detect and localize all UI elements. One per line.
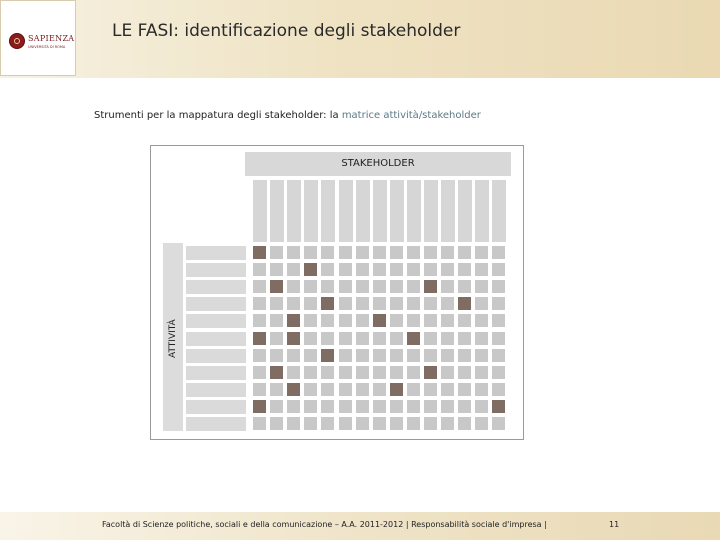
matrix-cell [492, 246, 505, 259]
matrix-cell [321, 314, 334, 327]
logo-subtext: UNIVERSITÀ DI ROMA [28, 45, 66, 49]
matrix-cell [356, 366, 369, 379]
subtitle [94, 110, 481, 121]
matrix-cell [390, 246, 403, 259]
matrix-cell [475, 280, 488, 293]
matrix-cell [441, 280, 454, 293]
matrix-cell [321, 332, 334, 345]
matrix-cell-filled [373, 314, 386, 327]
matrix-cell [390, 332, 403, 345]
seal-icon [9, 33, 25, 49]
matrix-cell [475, 263, 488, 276]
matrix-cell [441, 332, 454, 345]
activity-row [186, 400, 246, 414]
matrix-cell [373, 349, 386, 362]
matrix-cell [492, 349, 505, 362]
matrix-cell [407, 349, 420, 362]
matrix-cell [253, 349, 266, 362]
activity-row [186, 246, 246, 260]
matrix-cell [458, 383, 471, 396]
matrix-cell-filled [253, 400, 266, 413]
matrix-cell [356, 297, 369, 310]
matrix-cell [407, 280, 420, 293]
matrix-cell [475, 383, 488, 396]
matrix-cell [475, 366, 488, 379]
matrix-cell [407, 246, 420, 259]
matrix-cell [339, 417, 352, 430]
matrix-cell [373, 263, 386, 276]
matrix-cell [390, 366, 403, 379]
logo-wordmark: SAPIENZA [28, 34, 75, 43]
matrix-cell-filled [424, 366, 437, 379]
stakeholder-column [373, 180, 387, 242]
matrix-cell [339, 383, 352, 396]
matrix-cell [304, 383, 317, 396]
activity-row [186, 417, 246, 431]
stakeholder-column [390, 180, 404, 242]
matrix-cell [287, 246, 300, 259]
matrix-cell [475, 349, 488, 362]
matrix-cell [373, 332, 386, 345]
matrix-cell [475, 400, 488, 413]
matrix-cell [458, 366, 471, 379]
matrix-cell [270, 417, 283, 430]
activity-header-label: ATTIVITÀ [168, 319, 178, 358]
matrix-cell [253, 263, 266, 276]
matrix-cell [441, 297, 454, 310]
matrix-cell [441, 383, 454, 396]
matrix-cell [475, 417, 488, 430]
matrix-cell [287, 349, 300, 362]
stakeholder-column [424, 180, 438, 242]
matrix-cell [304, 366, 317, 379]
activity-row [186, 297, 246, 311]
matrix-cell [390, 280, 403, 293]
stakeholder-column [492, 180, 506, 242]
matrix-cell [441, 366, 454, 379]
matrix-cell [407, 417, 420, 430]
matrix-cell [390, 400, 403, 413]
matrix-cell [321, 383, 334, 396]
matrix-cell [475, 297, 488, 310]
matrix-cell [356, 383, 369, 396]
activity-row [186, 366, 246, 380]
stakeholder-column [321, 180, 335, 242]
matrix-cell [407, 400, 420, 413]
matrix-cell [458, 280, 471, 293]
matrix-cell [304, 246, 317, 259]
matrix-cell [390, 263, 403, 276]
matrix-cell [407, 366, 420, 379]
matrix-cell [424, 246, 437, 259]
matrix-cell [407, 314, 420, 327]
matrix-cell [287, 400, 300, 413]
stakeholder-header-label: STAKEHOLDER [341, 158, 415, 169]
matrix-cell [287, 297, 300, 310]
matrix-cell-filled [270, 366, 283, 379]
matrix-cell-filled [287, 383, 300, 396]
stakeholder-column [253, 180, 267, 242]
activity-row [186, 314, 246, 328]
matrix-cell [253, 314, 266, 327]
matrix-cell [424, 314, 437, 327]
matrix-cell [373, 383, 386, 396]
matrix-cell [304, 400, 317, 413]
matrix-cell [304, 332, 317, 345]
matrix-cell-filled [253, 246, 266, 259]
matrix-cell [458, 314, 471, 327]
matrix-cell [492, 314, 505, 327]
matrix-cell [458, 417, 471, 430]
subtitle-highlight: matrice attività/stakeholder [341, 110, 481, 121]
matrix-cell [339, 332, 352, 345]
matrix-cell [356, 400, 369, 413]
matrix-cell [253, 297, 266, 310]
matrix-cell [373, 280, 386, 293]
matrix-cell [424, 400, 437, 413]
matrix-cell [373, 246, 386, 259]
matrix-cell [424, 417, 437, 430]
matrix-cell [270, 332, 283, 345]
matrix-cell-filled [390, 383, 403, 396]
matrix-cell [253, 280, 266, 293]
matrix-cell [321, 246, 334, 259]
matrix-cell [339, 297, 352, 310]
matrix-cell [304, 417, 317, 430]
matrix-cell [424, 297, 437, 310]
matrix-cell-filled [321, 349, 334, 362]
matrix-cell [253, 383, 266, 396]
footer-text: Facoltà di Scienze politiche, sociali e della comunicazione – A.A. 2011-2012 | Responsabilità sociale d'impresa | [102, 520, 547, 529]
matrix-cell [492, 417, 505, 430]
matrix-cell [270, 314, 283, 327]
matrix-cell [441, 314, 454, 327]
stakeholder-column [356, 180, 370, 242]
activity-row [186, 383, 246, 397]
matrix-cell [339, 280, 352, 293]
matrix-cell [304, 280, 317, 293]
matrix-cell [356, 417, 369, 430]
matrix-cell [458, 400, 471, 413]
matrix-cell [339, 366, 352, 379]
matrix-cell [321, 366, 334, 379]
matrix-cell-filled [458, 297, 471, 310]
matrix-cell [321, 263, 334, 276]
matrix-cell [339, 400, 352, 413]
matrix-cell [492, 366, 505, 379]
matrix-cell [356, 314, 369, 327]
activity-row [186, 280, 246, 294]
matrix-cell [287, 366, 300, 379]
stakeholder-column [441, 180, 455, 242]
matrix-cell [270, 383, 283, 396]
matrix-cell-filled [304, 263, 317, 276]
matrix-cell [356, 349, 369, 362]
stakeholder-column [270, 180, 284, 242]
matrix-cell [287, 280, 300, 293]
matrix-cell [424, 349, 437, 362]
matrix-cell [321, 400, 334, 413]
matrix-cell [390, 417, 403, 430]
matrix-cell [373, 400, 386, 413]
stakeholder-column [304, 180, 318, 242]
matrix-cell [356, 280, 369, 293]
matrix-cell [441, 417, 454, 430]
activity-row [186, 349, 246, 363]
matrix-cell [458, 263, 471, 276]
matrix-cell-filled [424, 280, 437, 293]
matrix-cell [339, 349, 352, 362]
matrix-cell-filled [492, 400, 505, 413]
matrix-cell [475, 314, 488, 327]
matrix-cell [373, 297, 386, 310]
activity-row [186, 263, 246, 277]
matrix-cell [475, 332, 488, 345]
matrix-cell [407, 263, 420, 276]
page-number: 11 [609, 520, 620, 529]
matrix-cell-filled [287, 314, 300, 327]
matrix-cell-filled [253, 332, 266, 345]
matrix-cell [390, 349, 403, 362]
matrix-cell [492, 297, 505, 310]
matrix-cell [390, 314, 403, 327]
page-title: LE FASI: identificazione degli stakeholder [112, 21, 461, 41]
matrix-cell-filled [287, 332, 300, 345]
matrix-cell [339, 246, 352, 259]
matrix-cell [424, 383, 437, 396]
university-logo [0, 0, 76, 76]
matrix-cell [253, 366, 266, 379]
matrix-cell [304, 349, 317, 362]
matrix-cell [441, 246, 454, 259]
matrix-cell [304, 297, 317, 310]
matrix-cell [373, 417, 386, 430]
stakeholder-column [458, 180, 472, 242]
matrix-cell [270, 246, 283, 259]
matrix-cell [390, 297, 403, 310]
matrix-cell [287, 263, 300, 276]
matrix-cell-filled [270, 280, 283, 293]
stakeholder-column [287, 180, 301, 242]
matrix-cell [321, 280, 334, 293]
matrix-cell [356, 246, 369, 259]
matrix-cell [407, 297, 420, 310]
activity-row [186, 332, 246, 346]
matrix-cell [356, 263, 369, 276]
subtitle-prefix: Strumenti per la mappatura degli stakeholder: la [94, 110, 342, 121]
matrix-cell [441, 400, 454, 413]
matrix-cell [373, 366, 386, 379]
stakeholder-column [339, 180, 353, 242]
matrix-cell-filled [407, 332, 420, 345]
matrix-cell [287, 417, 300, 430]
matrix-cell [458, 349, 471, 362]
matrix-cell [492, 280, 505, 293]
matrix-cell [458, 332, 471, 345]
matrix-cell [321, 417, 334, 430]
matrix-cell [492, 383, 505, 396]
matrix-cell [356, 332, 369, 345]
matrix-cell [339, 314, 352, 327]
stakeholder-column [407, 180, 421, 242]
matrix-cell [407, 383, 420, 396]
matrix-cell [475, 246, 488, 259]
matrix-cell [270, 297, 283, 310]
matrix-cell [304, 314, 317, 327]
stakeholder-column [475, 180, 489, 242]
matrix-cell [253, 417, 266, 430]
matrix-cell [270, 263, 283, 276]
matrix-cell [441, 349, 454, 362]
matrix-cell [270, 349, 283, 362]
matrix-cell [492, 263, 505, 276]
matrix-cell [424, 332, 437, 345]
matrix-cell [492, 332, 505, 345]
matrix-cell [339, 263, 352, 276]
matrix-cell [424, 263, 437, 276]
matrix-cell [458, 246, 471, 259]
matrix-cell [441, 263, 454, 276]
matrix-cell [270, 400, 283, 413]
matrix-cell-filled [321, 297, 334, 310]
